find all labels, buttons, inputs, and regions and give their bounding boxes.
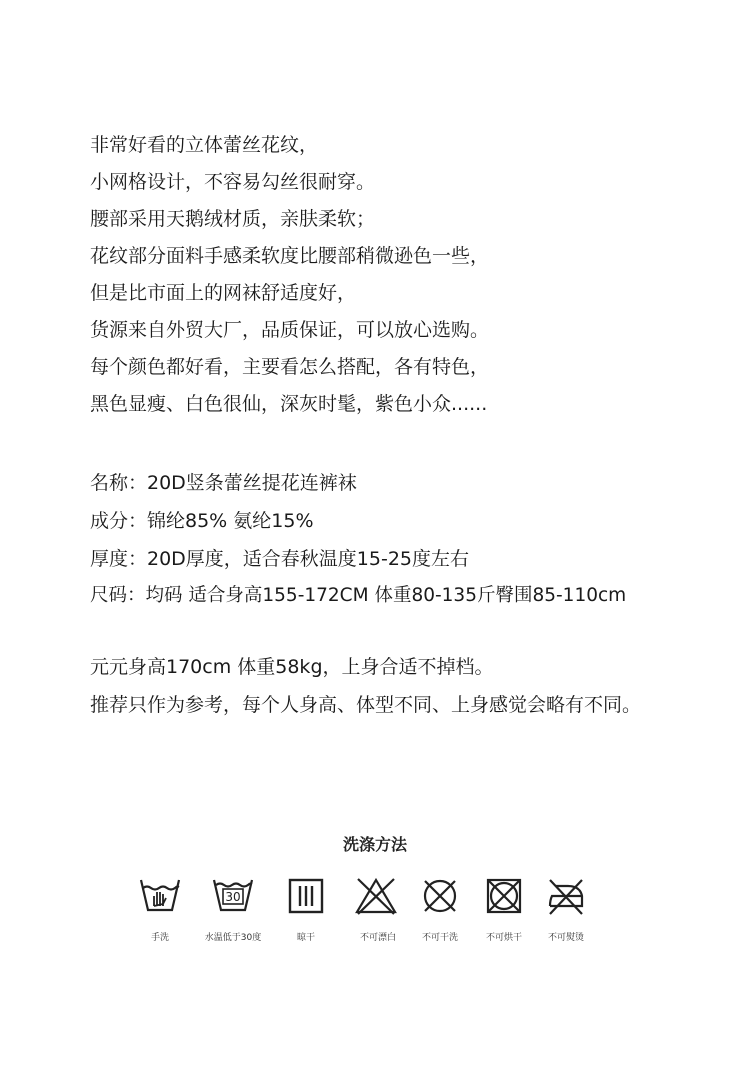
description-line: 货源来自外贸大厂，品质保证，可以放心选购。: [90, 319, 490, 341]
model-info: 元元身高170cm 体重58kg，上身合适不掉档。: [90, 656, 494, 678]
wash-label: 不可熨烫: [547, 933, 584, 943]
fit-note: 推荐只作为参考，每个人身高、体型不同、上身感觉会略有不同。: [90, 694, 642, 716]
no-tumble-dry-icon: [482, 876, 526, 916]
spec-material: 成分：锦纶85% 氨纶15%: [90, 510, 314, 532]
description-line: 小网格设计，不容易勾丝很耐穿。: [90, 171, 376, 193]
description-line: 花纹部分面料手感柔软度比腰部稍微逊色一些，: [90, 245, 490, 267]
no-iron-icon: [544, 876, 588, 916]
description-line: 黑色显瘦、白色很仙，深灰时髦，紫色小众......: [90, 393, 488, 415]
description-line: 腰部采用天鹅绒材质，亲肤柔软；: [90, 208, 376, 230]
description-line: 每个颜色都好看，主要看怎么搭配，各有特色，: [90, 356, 490, 378]
spec-thickness: 厚度：20D厚度，适合春秋温度15-25度左右: [90, 548, 470, 570]
wash-label: 水温低于30度: [204, 933, 262, 943]
line-dry-icon: [284, 876, 328, 916]
no-dry-clean-icon: [418, 876, 462, 916]
spec-size: 尺码：均码 适合身高155-172CM 体重80-135斤臀围85-110cm: [90, 585, 627, 606]
wash-label: 手洗: [150, 933, 169, 943]
hand-wash-icon: [138, 876, 182, 916]
wash-label: 不可漂白: [359, 933, 396, 943]
spec-name: 名称：20D竖条蕾丝提花连裤袜: [90, 472, 357, 494]
description-line: 非常好看的立体蕾丝花纹，: [90, 134, 319, 156]
wash-label: 晾干: [296, 933, 315, 943]
wash-label: 不可干洗: [421, 933, 458, 943]
no-bleach-icon: [354, 876, 398, 916]
washing-title: 洗涤方法: [342, 835, 407, 854]
wash-temperature: 30: [225, 890, 241, 904]
description-line: 但是比市面上的网袜舒适度好，: [90, 282, 357, 304]
wash-label: 不可烘干: [485, 933, 522, 943]
